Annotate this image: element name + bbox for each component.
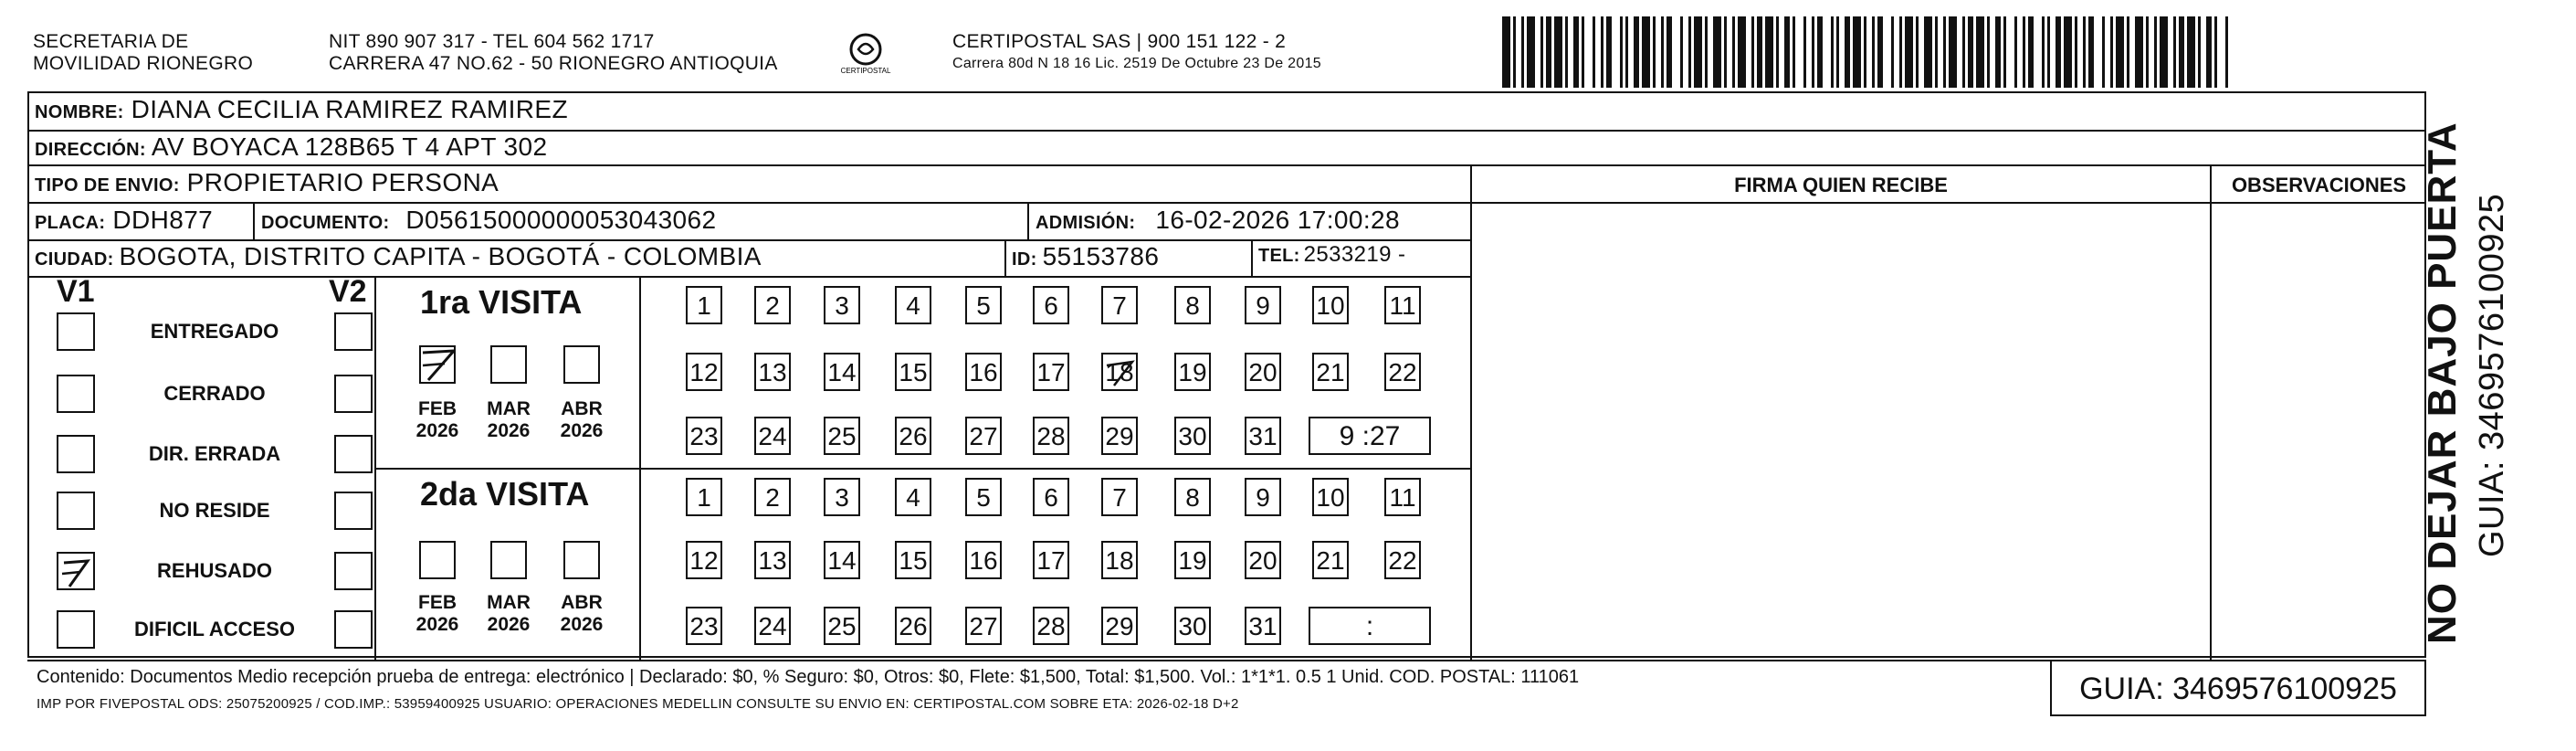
day-box[interactable]: 23 (686, 607, 722, 645)
barcode-bar (1793, 16, 1795, 88)
day-box[interactable]: 8 (1174, 478, 1211, 516)
v2-checkbox[interactable] (334, 435, 373, 473)
month-year: 2026 (487, 614, 531, 635)
status-label: DIR. ERRADA (148, 442, 281, 465)
barcode-bar (2110, 16, 2113, 88)
month-label (408, 398, 467, 442)
tel-row (1258, 242, 1405, 268)
month-checkbox[interactable] (490, 345, 527, 384)
barcode-bar (2206, 16, 2212, 88)
barcode-bar (1751, 16, 1754, 88)
month-year: 2026 (415, 614, 459, 635)
day-box[interactable]: 25 (824, 607, 860, 645)
day-box[interactable]: 21 (1312, 541, 1349, 579)
month-label (408, 592, 467, 636)
certipostal-logo (838, 31, 893, 77)
day-box[interactable]: 29 (1101, 607, 1138, 645)
barcode-bar (2214, 16, 2217, 88)
day-box[interactable]: 21 (1312, 353, 1349, 391)
barcode-bar (2102, 16, 2105, 88)
barcode-bar (1995, 16, 2001, 88)
id-value: 55153786 (1042, 242, 1160, 270)
day-box[interactable]: 6 (1033, 286, 1069, 324)
day-box[interactable]: 2 (754, 286, 791, 324)
day-box[interactable]: 1 (686, 478, 722, 516)
day-box[interactable]: 17 (1033, 541, 1069, 579)
day-box[interactable]: 13 (754, 353, 791, 391)
v1-checkbox[interactable] (57, 435, 95, 473)
v1-checkbox[interactable] (57, 312, 95, 351)
day-box[interactable]: 19 (1174, 353, 1211, 391)
barcode-bar (1831, 16, 1834, 88)
v2-header: V2 (329, 274, 367, 309)
day-box[interactable]: 2 (754, 478, 791, 516)
day-box[interactable]: 30 (1174, 607, 1211, 645)
month-name: FEB (418, 398, 457, 419)
barcode-bar (1943, 16, 1946, 88)
tipo-label: TIPO DE ENVIO: (35, 175, 180, 196)
tipo-row (35, 168, 499, 197)
barcode-bar (1962, 16, 1965, 88)
day-box[interactable]: 31 (1245, 417, 1281, 455)
day-box[interactable]: 28 (1033, 417, 1069, 455)
barcode-bar (2075, 16, 2077, 88)
barcode-bar (1916, 16, 1919, 88)
barcode-bar (1924, 16, 1932, 88)
day-box[interactable]: 31 (1245, 607, 1281, 645)
day-box[interactable]: 6 (1033, 478, 1069, 516)
v1-checkbox[interactable] (57, 552, 95, 590)
barcode-bar (2187, 16, 2195, 88)
ciudad-value: BOGOTA, DISTRITO CAPITA - BOGOTÁ - COLOMBIA (119, 242, 762, 270)
barcode-bar (1817, 16, 1823, 88)
month-label (552, 398, 611, 442)
month-checkbox[interactable] (490, 541, 527, 579)
company-line-1: CERTIPOSTAL SAS | 900 151 122 - 2 (952, 31, 1287, 52)
status-label: NO RESIDE (159, 499, 270, 522)
barcode-bar (1680, 16, 1683, 88)
svg-text:CERTIPOSTAL: CERTIPOSTAL (840, 67, 891, 75)
day-box[interactable]: 11 (1384, 478, 1421, 516)
day-box[interactable]: 10 (1312, 286, 1349, 324)
day-box[interactable]: 5 (965, 478, 1002, 516)
barcode-bar (2028, 16, 2034, 88)
day-box[interactable]: 9 (1245, 286, 1281, 324)
barcode-bar (1776, 16, 1779, 88)
barcode-bar (1803, 16, 1806, 88)
barcode-bar (1601, 16, 1603, 88)
direccion-value: AV BOYACA 128B65 T 4 APT 302 (151, 132, 548, 161)
sender-line-1: SECRETARIA DE (33, 31, 189, 52)
barcode-bar (1653, 16, 1656, 88)
direccion-label: DIRECCIÓN: (35, 140, 146, 160)
barcode-bar (2042, 16, 2045, 88)
barcode-bar (1935, 16, 1938, 88)
sender-line-2: MOVILIDAD RIONEGRO (33, 53, 254, 74)
month-checkbox[interactable] (563, 541, 600, 579)
month-year: 2026 (560, 420, 604, 441)
barcode-bar (1705, 16, 1708, 88)
day-box[interactable]: 3 (824, 286, 860, 324)
status-label: DIFICIL ACCESO (133, 618, 295, 640)
day-box[interactable]: 1 (686, 286, 722, 324)
barcode-bar (2154, 16, 2157, 88)
month-year: 2026 (487, 420, 531, 441)
barcode-bar (2135, 16, 2143, 88)
barcode-bar (1625, 16, 1628, 88)
day-box[interactable]: 5 (965, 286, 1002, 324)
documento-value: D05615000000053043062 (405, 206, 717, 234)
day-box[interactable]: 29 (1101, 417, 1138, 455)
v1-header: V1 (57, 274, 95, 309)
month-name: ABR (561, 398, 603, 419)
month-year: 2026 (560, 614, 604, 635)
sender-address (329, 31, 778, 75)
barcode-bar (2173, 16, 2176, 88)
barcode-bar (1949, 16, 1957, 88)
placa-row (35, 206, 213, 235)
day-box[interactable]: 12 (686, 353, 722, 391)
direccion-row (35, 132, 547, 162)
side-warning: NO DEJAR BAJO PUERTA (2420, 122, 2465, 644)
time-box[interactable]: : (1309, 607, 1431, 645)
barcode-bar (2023, 16, 2025, 88)
barcode-bar (1987, 16, 1990, 88)
barcode-bar (1527, 16, 1535, 88)
month-checkbox[interactable] (419, 541, 456, 579)
day-box[interactable]: 10 (1312, 478, 1349, 516)
day-box[interactable]: 26 (895, 607, 931, 645)
month-label (479, 592, 538, 636)
barcode-bar (1606, 16, 1612, 88)
barcode-bar (1836, 16, 1839, 88)
sender-name (33, 31, 253, 75)
company-info (952, 31, 1321, 75)
day-box[interactable]: 15 (895, 541, 931, 579)
month-name: MAR (487, 592, 531, 613)
barcode-bar (2146, 16, 2149, 88)
status-label: ENTREGADO (150, 320, 279, 343)
barcode-bar (1565, 16, 1568, 88)
day-box[interactable]: 9 (1245, 478, 1281, 516)
barcode-bar (2088, 16, 2094, 88)
barcode-bar (1593, 16, 1595, 88)
placa-value: DDH877 (112, 206, 214, 234)
barcode-bar (2064, 16, 2072, 88)
day-box[interactable]: 19 (1174, 541, 1211, 579)
day-box[interactable]: 12 (686, 541, 722, 579)
admision-value: 16-02-2026 17:00:28 (1155, 206, 1400, 234)
barcode-bar (2014, 16, 2017, 88)
documento-row (261, 206, 716, 235)
day-box[interactable]: 14 (824, 353, 860, 391)
barcode-bar (1738, 16, 1746, 88)
barcode-bar (1877, 16, 1883, 88)
barcode-bar (1634, 16, 1639, 88)
day-box[interactable]: 25 (824, 417, 860, 455)
barcode-bar (2116, 16, 2124, 88)
barcode-bar (1872, 16, 1875, 88)
barcode-bar (1757, 16, 1762, 88)
month-label (479, 398, 538, 442)
day-box[interactable]: 7 (1101, 286, 1138, 324)
barcode-bar (1513, 16, 1516, 88)
barcode-bar (1573, 16, 1579, 88)
day-box[interactable]: 20 (1245, 353, 1281, 391)
visit1-title: 1ra VISITA (420, 283, 583, 321)
day-box[interactable]: 28 (1033, 607, 1069, 645)
barcode-bar (1502, 16, 1510, 88)
barcode-bar (2179, 16, 2184, 88)
tipo-value: PROPIETARIO PERSONA (186, 168, 499, 196)
v2-checkbox[interactable] (334, 610, 373, 649)
barcode-bar (1713, 16, 1721, 88)
barcode-bar (1905, 16, 1913, 88)
barcode-bar (1765, 16, 1773, 88)
barcode-bar (1540, 16, 1543, 88)
v1-checkbox[interactable] (57, 610, 95, 649)
day-box[interactable]: 18 (1101, 541, 1138, 579)
visit2-title: 2da VISITA (420, 475, 590, 513)
barcode-bar (1688, 16, 1691, 88)
company-line-2: Carrera 80d N 18 16 Lic. 2519 De Octubre 23 De 2015 (952, 56, 1321, 71)
barcode-bar (1620, 16, 1623, 88)
barcode-bar (1554, 16, 1562, 88)
admision-row (1036, 206, 1400, 235)
month-year: 2026 (415, 420, 459, 441)
barcode-bar (1694, 16, 1702, 88)
footer-contents: Contenido: Documentos Medio recepción prueba de entrega: electrónico | Declarado: $0, % Seguro: $0, Otros: $0, Flete: $1,500, Total: $1,500. Vol.: 1*1*1. 0.5 1 Unid. COD. POSTAL: 111061 (37, 667, 1580, 687)
day-box[interactable]: 20 (1245, 541, 1281, 579)
day-box[interactable]: 27 (965, 417, 1002, 455)
barcode-bar (1968, 16, 1973, 88)
v2-checkbox[interactable] (334, 552, 373, 590)
v2-checkbox[interactable] (334, 492, 373, 530)
id-row (1012, 242, 1159, 271)
day-box[interactable]: 24 (754, 607, 791, 645)
month-name: MAR (487, 398, 531, 419)
barcode-bar (1812, 16, 1814, 88)
barcode-bar (1724, 16, 1727, 88)
status-label: REHUSADO (157, 559, 272, 582)
v1-checkbox[interactable] (57, 492, 95, 530)
day-box[interactable]: 22 (1384, 541, 1421, 579)
barcode-bar (2160, 16, 2168, 88)
placa-label: PLACA: (35, 213, 106, 233)
barcode-bar (2056, 16, 2061, 88)
nit-line: NIT 890 907 317 - TEL 604 562 1717 (329, 31, 655, 52)
day-box[interactable]: 7 (1101, 478, 1138, 516)
id-label: ID: (1012, 249, 1037, 270)
barcode-bar (1784, 16, 1790, 88)
barcode-bar (1667, 16, 1672, 88)
nombre-label: NOMBRE: (35, 102, 124, 122)
barcode-bar (2047, 16, 2050, 88)
admision-label: ADMISIÓN: (1036, 213, 1136, 233)
barcode-bar (1582, 16, 1584, 88)
month-label (552, 592, 611, 636)
ciudad-row (35, 242, 762, 271)
tel-label: TEL: (1258, 246, 1300, 266)
day-box[interactable]: 8 (1174, 286, 1211, 324)
barcode-bar (2003, 16, 2006, 88)
barcode-bar (1864, 16, 1866, 88)
footer-guia: GUIA: 3469576100925 (2050, 660, 2426, 716)
day-box[interactable]: 16 (965, 353, 1002, 391)
barcode-bar (1521, 16, 1524, 88)
day-box[interactable]: 22 (1384, 353, 1421, 391)
barcode-bar (1732, 16, 1735, 88)
footer-print-info: IMP POR FIVEPOSTAL ODS: 25075200925 / COD.IMP.: 53959400925 USUARIO: OPERACIONES MEDELLIN CONSULTE SU ENVIO EN: CERTIPOSTAL.COM SOBRE ETA: 2026-02-18 D+2 (37, 696, 1239, 712)
barcode-bar (2225, 16, 2228, 88)
v2-checkbox[interactable] (334, 375, 373, 413)
barcode-bar (1845, 16, 1850, 88)
month-checkbox[interactable] (419, 345, 456, 384)
tel-value: 2533219 - (1303, 242, 1406, 267)
day-box[interactable]: 14 (824, 541, 860, 579)
day-box[interactable]: 4 (895, 478, 931, 516)
time-box[interactable]: 9 :27 (1309, 417, 1431, 455)
barcode-bar (1891, 16, 1894, 88)
day-box[interactable]: 11 (1384, 286, 1421, 324)
day-box[interactable]: 30 (1174, 417, 1211, 455)
v1-checkbox[interactable] (57, 375, 95, 413)
day-box[interactable]: 17 (1033, 353, 1069, 391)
v2-checkbox[interactable] (334, 312, 373, 351)
side-guia: GUIA: 3469576100925 (2473, 193, 2511, 557)
nombre-row (35, 95, 568, 124)
day-box[interactable]: 27 (965, 607, 1002, 645)
documento-label: DOCUMENTO: (261, 213, 390, 233)
month-name: ABR (561, 592, 603, 613)
day-box[interactable]: 16 (965, 541, 1002, 579)
month-checkbox[interactable] (563, 345, 600, 384)
day-box[interactable]: 15 (895, 353, 931, 391)
barcode-bar (1899, 16, 1902, 88)
day-box[interactable]: 26 (895, 417, 931, 455)
nombre-value: DIANA CECILIA RAMIREZ RAMIREZ (131, 95, 569, 123)
barcode-bar (1853, 16, 1861, 88)
day-box[interactable]: 3 (824, 478, 860, 516)
status-label: CERRADO (163, 382, 266, 405)
barcode-bar (2127, 16, 2129, 88)
ciudad-label: CIUDAD: (35, 249, 114, 270)
month-name: FEB (418, 592, 457, 613)
day-box[interactable]: 24 (754, 417, 791, 455)
barcode-bar (1976, 16, 1984, 88)
barcode-bar (1546, 16, 1551, 88)
day-box[interactable]: 23 (686, 417, 722, 455)
barcode-bar (1642, 16, 1650, 88)
address-line: CARRERA 47 NO.62 - 50 RIONEGRO ANTIOQUIA (329, 53, 778, 74)
barcode-bar (2083, 16, 2086, 88)
firma-header: FIRMA QUIEN RECIBE (1734, 174, 1948, 196)
day-box[interactable]: 18 (1101, 353, 1138, 391)
observaciones-header: OBSERVACIONES (2231, 174, 2407, 196)
day-box[interactable]: 13 (754, 541, 791, 579)
barcode-bar (1661, 16, 1664, 88)
barcode-bar (2198, 16, 2201, 88)
barcode (1502, 16, 2233, 88)
day-box[interactable]: 4 (895, 286, 931, 324)
